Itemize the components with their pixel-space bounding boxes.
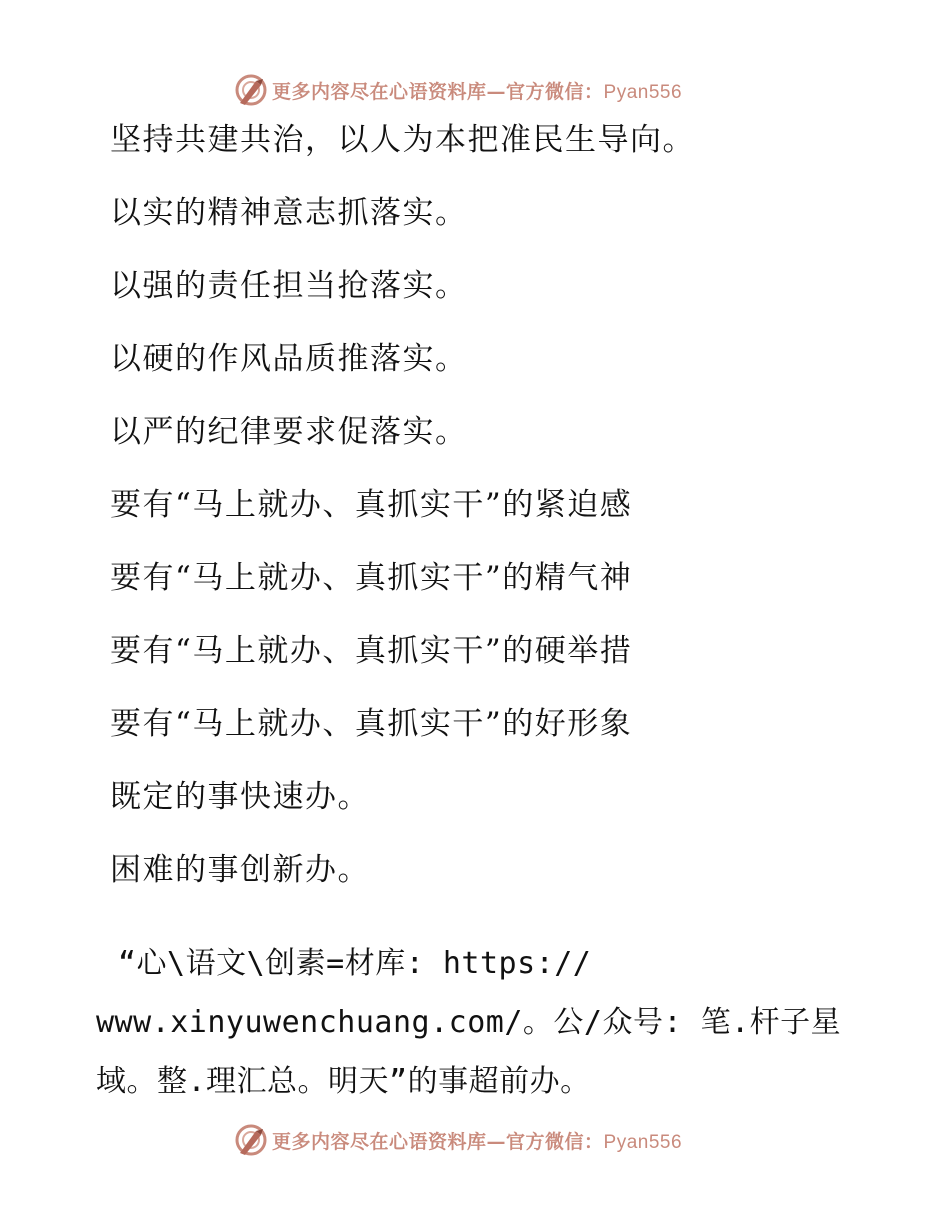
body-line: 要有“马上就办、真抓实干”的紧迫感 [110, 487, 633, 523]
body-line: 坚持共建共治，以人为本把准民生导向。 [110, 122, 695, 158]
body-line: 要有“马上就办、真抓实干”的精气神 [110, 560, 633, 596]
body-lines [110, 122, 695, 925]
body-line: 困难的事创新办。 [110, 852, 370, 888]
body-line: 既定的事快速办。 [110, 779, 370, 815]
closing-paragraph [96, 934, 856, 1111]
footer-banner-text [272, 1127, 682, 1154]
paragraph-line-3: 域。整.理汇总。明天”的事超前办。 [96, 1064, 591, 1099]
page-footer-banner [234, 1122, 682, 1158]
header-banner-id: Pyan556 [603, 81, 683, 103]
pen-circle-logo-icon [234, 73, 268, 107]
paragraph-line-2: www.xinyuwenchuang.com/。公/众号: 笔.杆子星 [96, 1005, 842, 1040]
header-banner-text [272, 77, 682, 104]
footer-banner-id: Pyan556 [603, 1131, 683, 1153]
paragraph-line-1: “心\语文\创素=材库: https:// [118, 946, 592, 981]
body-line: 以强的责任担当抢落实。 [110, 268, 468, 304]
footer-banner-cn: 更多内容尽在心语资料库—官方微信： [272, 1130, 604, 1153]
page-header-banner [234, 72, 682, 108]
header-banner-cn: 更多内容尽在心语资料库—官方微信： [272, 80, 604, 103]
body-line: 要有“马上就办、真抓实干”的好形象 [110, 706, 633, 742]
body-line: 要有“马上就办、真抓实干”的硬举措 [110, 633, 633, 669]
body-line: 以硬的作风品质推落实。 [110, 341, 468, 377]
pen-circle-logo-icon [234, 1123, 268, 1157]
body-line: 以实的精神意志抓落实。 [110, 195, 468, 231]
body-line: 以严的纪律要求促落实。 [110, 414, 468, 450]
